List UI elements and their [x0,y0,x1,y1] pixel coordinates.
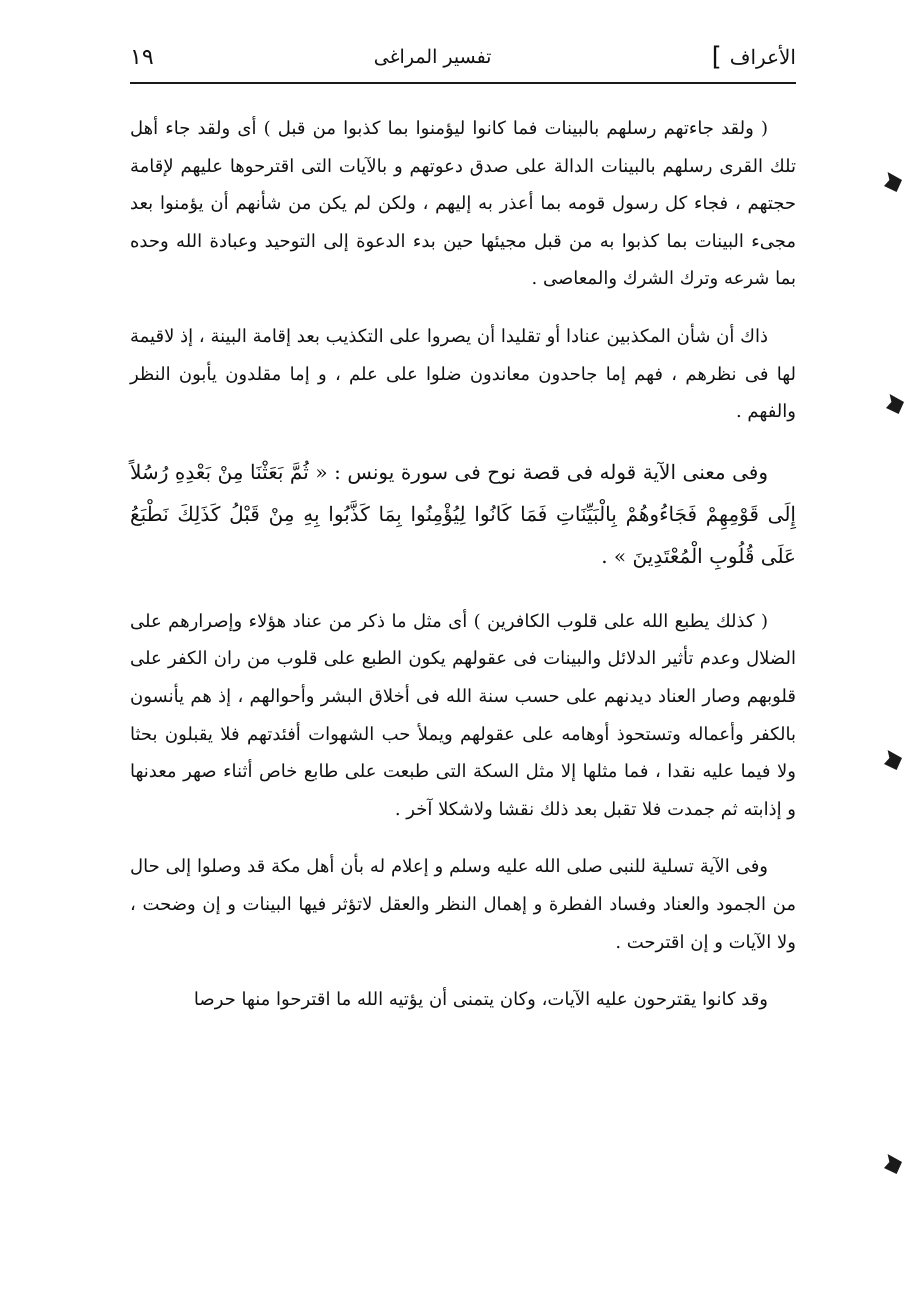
chapter-name: الأعراف [729,45,796,69]
header-rule [130,82,796,84]
running-header [130,34,796,80]
page-number: ١٩ [130,44,154,70]
chapter-heading [712,42,796,72]
margin-ink-mark [884,750,902,770]
margin-ink-mark [884,172,902,192]
chapter-bracket: ] [711,42,722,72]
paragraph-2: ذاك أن شأن المكذبين عنادا أو تقليدا أن يصروا على التكذيب بعد إقامة البينة ، إذ لاقيمة لها فى نظرهم ، فهم إما جاحدون معاندون ضلوا على علم ، و إما مقلدون يأبون النظر والفهم . [130,325,796,423]
quran-quote-paragraph: وفى معنى الآية قوله فى قصة نوح فى سورة يونس : « ثُمَّ بَعَثْنَا مِنْ بَعْدِهِ رُسُلاً إِلَى قَوْمِهِمْ فَجَاءُوهُمْ بِالْبَيِّنَاتِ فَمَا كَانُوا لِيُؤْمِنُوا بِمَا كَذَّبُوا بِهِ مِنْ قَبْلُ كَذَلِكَ نَطْبَعُ عَلَى قُلُوبِ الْمُعْتَدِينَ » . [130,459,796,568]
margin-ink-mark [884,1154,902,1174]
page-body [130,110,796,1039]
paragraph-5: وفى الآية تسلية للنبى صلى الله عليه وسلم و إعلام له بأن أهل مكة قد وصلوا إلى حال من الجمود والعناد وفساد الفطرة و إهمال النظر والعقل لاتؤثر فيها البينات و إن وضحت ، ولا الآيات و إن اقترحت . [130,856,796,953]
margin-ink-mark [886,394,904,414]
paragraph-6: وقد كانوا يقترحون عليه الآيات، وكان يتمنى أن يؤتيه الله ما اقترحوا منها حرصا [193,989,768,1011]
paragraph-1: ( ولقد جاءتهم رسلهم بالبينات فما كانوا ليؤمنوا بما كذبوا من قبل ) أى ولقد جاء أهل تلك القرى رسلهم بالبينات الدالة على صدق دعوتهم و بالآيات التى اقترحوها عليهم لإقامة حجتهم ، فجاء كل رسول قومه بما أعذر به إليهم ، ولكن لم يكن من شأنهم أن يؤمنوا بعد مجىء البينات بما كذبوا به من قبل مجيئها حين بدء الدعوة إلى التوحيد وعبادة الله وحده بما شرعه وترك الشرك والمعاصى . [130,118,796,290]
paragraph-4: ( كذلك يطبع الله على قلوب الكافرين ) أى مثل ما ذكر من عناد هؤلاء وإصرارهم على الضلال وعدم تأثير الدلائل والبينات فى عقولهم يكون الطبع على قلوب من ران الكفر على قلوبهم وصار العناد ديدنهم على حسب سنة الله فى أخلاق البشر وأحوالهم ، إذ هم يأنسون بالكفر وأعماله وتستحوذ أوهامه على عقولهم ويملأ حب الشهوات أفئدتهم فلا يقبلون بحثا ولا فيما عليه نقدا ، فما مثلها إلا مثل السكة التى طبعت على طابع خاص أثناء صهر معدنها و إذابته ثم جمدت فلا تقبل بعد ذلك نقشا ولاشكلا آخر . [130,610,796,820]
book-title: تفسير المراغى [373,46,492,68]
